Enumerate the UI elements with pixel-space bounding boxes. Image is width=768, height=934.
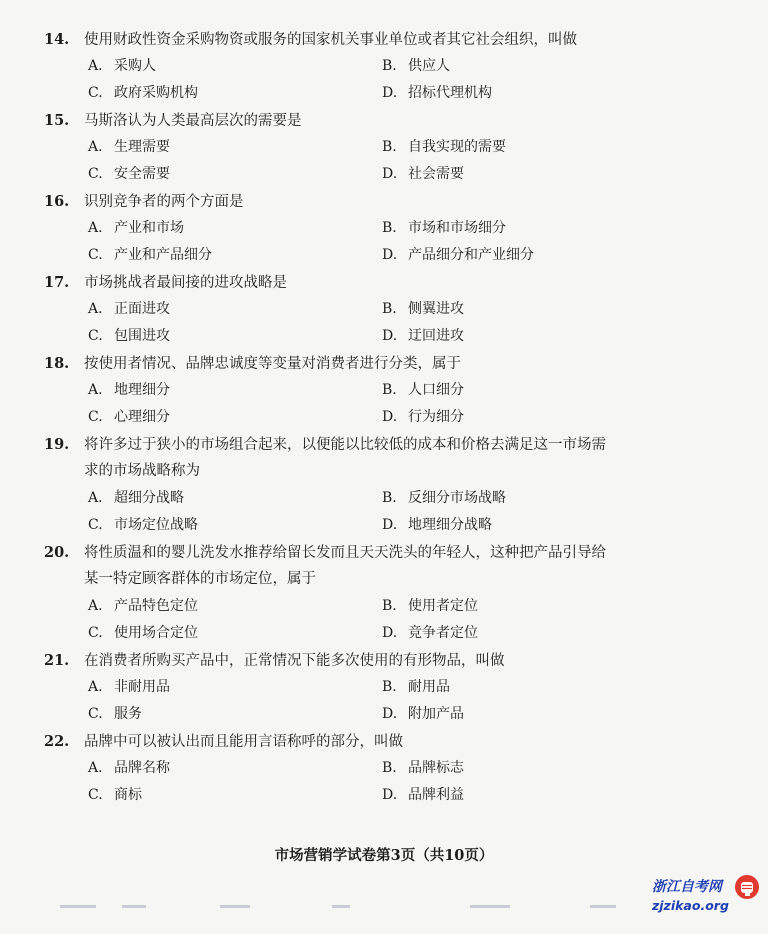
option-letter: C. (88, 706, 103, 722)
page-footer: 市场营销学试卷第3页（共10页） (274, 847, 494, 864)
option-letter: B. (382, 598, 397, 614)
question-14 (44, 26, 744, 107)
option-label: 产业和产品细分 (114, 247, 212, 263)
option-label: 产品特色定位 (114, 598, 198, 614)
question-stem (44, 431, 744, 458)
question-number: 17. (44, 274, 70, 291)
option-a (88, 215, 184, 242)
option-label: 使用者定位 (408, 598, 478, 614)
option-row (44, 782, 744, 809)
option-c (88, 512, 198, 539)
question-stem (44, 188, 744, 215)
option-letter: D. (382, 787, 398, 803)
question-number: 14. (44, 31, 70, 48)
option-letter: A. (88, 301, 103, 317)
option-label: 人口细分 (408, 382, 464, 398)
option-label: 行为细分 (408, 409, 464, 425)
question-number: 15. (44, 112, 70, 129)
question-text-continued: 某一特定顾客群体的市场定位，属于 (84, 571, 316, 587)
option-row (44, 134, 744, 161)
option-letter: B. (382, 490, 397, 506)
option-letter: B. (382, 220, 397, 236)
question-number: 20. (44, 544, 70, 561)
option-b (382, 215, 506, 242)
option-d (382, 161, 464, 188)
option-row (44, 620, 744, 647)
question-number: 19. (44, 436, 70, 453)
option-letter: B. (382, 679, 397, 695)
question-text: 将许多过于狭小的市场组合起来，以便能以比较低的成本和价格去满足这一市场需 (84, 437, 606, 453)
question-21 (44, 647, 744, 728)
question-text: 市场挑战者最间接的进攻战略是 (84, 275, 287, 291)
question-stem (44, 26, 744, 53)
question-stem (44, 647, 744, 674)
option-letter: C. (88, 247, 103, 263)
option-letter: D. (382, 328, 398, 344)
option-row (44, 242, 744, 269)
option-letter: B. (382, 301, 397, 317)
option-c (88, 323, 170, 350)
option-b (382, 377, 464, 404)
option-row (44, 377, 744, 404)
option-b (382, 485, 506, 512)
option-label: 品牌名称 (114, 760, 170, 776)
option-d (382, 782, 464, 809)
option-label: 正面进攻 (114, 301, 170, 317)
question-text: 在消费者所购买产品中，正常情况下能多次使用的有形物品，叫做 (84, 653, 505, 669)
option-letter: A. (88, 598, 103, 614)
option-letter: A. (88, 382, 103, 398)
option-row (44, 161, 744, 188)
option-row (44, 485, 744, 512)
option-letter: A. (88, 139, 103, 155)
option-label: 招标代理机构 (408, 85, 492, 101)
option-letter: C. (88, 787, 103, 803)
question-16 (44, 188, 744, 269)
option-row (44, 512, 744, 539)
option-letter: A. (88, 490, 103, 506)
option-label: 供应人 (408, 58, 450, 74)
option-label: 政府采购机构 (114, 85, 198, 101)
option-letter: C. (88, 625, 103, 641)
option-label: 市场定位战略 (114, 517, 198, 533)
option-d (382, 701, 464, 728)
option-label: 地理细分战略 (408, 517, 492, 533)
option-letter: A. (88, 760, 103, 776)
question-number: 21. (44, 652, 70, 669)
question-number: 22. (44, 733, 70, 750)
option-a (88, 377, 170, 404)
option-letter: B. (382, 58, 397, 74)
option-row (44, 593, 744, 620)
option-row (44, 323, 744, 350)
option-c (88, 242, 212, 269)
option-label: 采购人 (114, 58, 156, 74)
question-19 (44, 431, 744, 539)
option-row (44, 296, 744, 323)
option-row (44, 80, 744, 107)
option-row (44, 53, 744, 80)
option-label: 市场和市场细分 (408, 220, 506, 236)
option-b (382, 755, 464, 782)
option-letter: C. (88, 166, 103, 182)
option-d (382, 512, 492, 539)
option-label: 耐用品 (408, 679, 450, 695)
option-label: 非耐用品 (114, 679, 170, 695)
question-20 (44, 539, 744, 647)
site-watermark (652, 874, 762, 926)
option-label: 生理需要 (114, 139, 170, 155)
option-label: 侧翼进攻 (408, 301, 464, 317)
option-label: 自我实现的需要 (408, 139, 506, 155)
option-c (88, 80, 198, 107)
option-letter: C. (88, 409, 103, 425)
option-a (88, 593, 198, 620)
option-c (88, 701, 142, 728)
option-letter: D. (382, 409, 398, 425)
option-d (382, 620, 478, 647)
option-label: 反细分市场战略 (408, 490, 506, 506)
question-number: 18. (44, 355, 70, 372)
option-label: 安全需要 (114, 166, 170, 182)
fist-icon (734, 874, 760, 900)
option-letter: B. (382, 760, 397, 776)
option-a (88, 134, 170, 161)
option-letter: A. (88, 220, 103, 236)
option-row (44, 674, 744, 701)
option-label: 社会需要 (408, 166, 464, 182)
option-label: 迂回进攻 (408, 328, 464, 344)
option-letter: D. (382, 625, 398, 641)
option-a (88, 755, 170, 782)
option-a (88, 674, 170, 701)
question-stem (44, 539, 744, 566)
question-text: 马斯洛认为人类最高层次的需要是 (84, 113, 302, 129)
option-label: 商标 (114, 787, 142, 803)
option-row (44, 755, 744, 782)
watermark-title: 浙江自考网 (652, 879, 722, 895)
option-letter: C. (88, 85, 103, 101)
option-label: 地理细分 (114, 382, 170, 398)
option-c (88, 620, 198, 647)
question-text: 识别竞争者的两个方面是 (84, 194, 244, 210)
option-a (88, 296, 170, 323)
option-row (44, 404, 744, 431)
option-b (382, 53, 450, 80)
option-a (88, 53, 156, 80)
option-letter: B. (382, 382, 397, 398)
option-letter: D. (382, 247, 398, 263)
question-text: 按使用者情况、品牌忠诚度等变量对消费者进行分类，属于 (84, 356, 461, 372)
question-stem (44, 350, 744, 377)
question-stem (44, 107, 744, 134)
option-c (88, 404, 170, 431)
option-letter: D. (382, 85, 398, 101)
option-b (382, 296, 464, 323)
option-letter: A. (88, 58, 103, 74)
question-15 (44, 107, 744, 188)
option-label: 附加产品 (408, 706, 464, 722)
question-17 (44, 269, 744, 350)
option-d (382, 242, 534, 269)
option-d (382, 404, 464, 431)
option-label: 品牌标志 (408, 760, 464, 776)
question-22 (44, 728, 744, 809)
option-c (88, 782, 142, 809)
option-label: 产业和市场 (114, 220, 184, 236)
option-label: 超细分战略 (114, 490, 184, 506)
question-text-continued: 求的市场战略称为 (84, 463, 200, 479)
question-text: 品牌中可以被认出而且能用言语称呼的部分，叫做 (84, 734, 403, 750)
option-d (382, 80, 492, 107)
option-letter: B. (382, 139, 397, 155)
question-text: 使用财政性资金采购物资或服务的国家机关事业单位或者其它社会组织，叫做 (84, 32, 577, 48)
option-letter: D. (382, 706, 398, 722)
option-d (382, 323, 464, 350)
option-b (382, 593, 478, 620)
option-label: 产品细分和产业细分 (408, 247, 534, 263)
option-letter: C. (88, 328, 103, 344)
option-b (382, 134, 506, 161)
option-label: 心理细分 (114, 409, 170, 425)
question-stem (44, 728, 744, 755)
option-row (44, 215, 744, 242)
option-letter: C. (88, 517, 103, 533)
option-a (88, 485, 184, 512)
option-letter: D. (382, 517, 398, 533)
option-letter: D. (382, 166, 398, 182)
option-row (44, 701, 744, 728)
option-b (382, 674, 450, 701)
watermark-url: zjzikao.org (652, 898, 729, 913)
option-c (88, 161, 170, 188)
option-label: 品牌利益 (408, 787, 464, 803)
option-label: 使用场合定位 (114, 625, 198, 641)
option-label: 服务 (114, 706, 142, 722)
option-letter: A. (88, 679, 103, 695)
question-18 (44, 350, 744, 431)
question-stem (44, 269, 744, 296)
option-label: 包围进攻 (114, 328, 170, 344)
question-number: 16. (44, 193, 70, 210)
question-text: 将性质温和的婴儿洗发水推荐给留长发而且天天洗头的年轻人，这种把产品引导给 (84, 545, 606, 561)
option-label: 竞争者定位 (408, 625, 478, 641)
